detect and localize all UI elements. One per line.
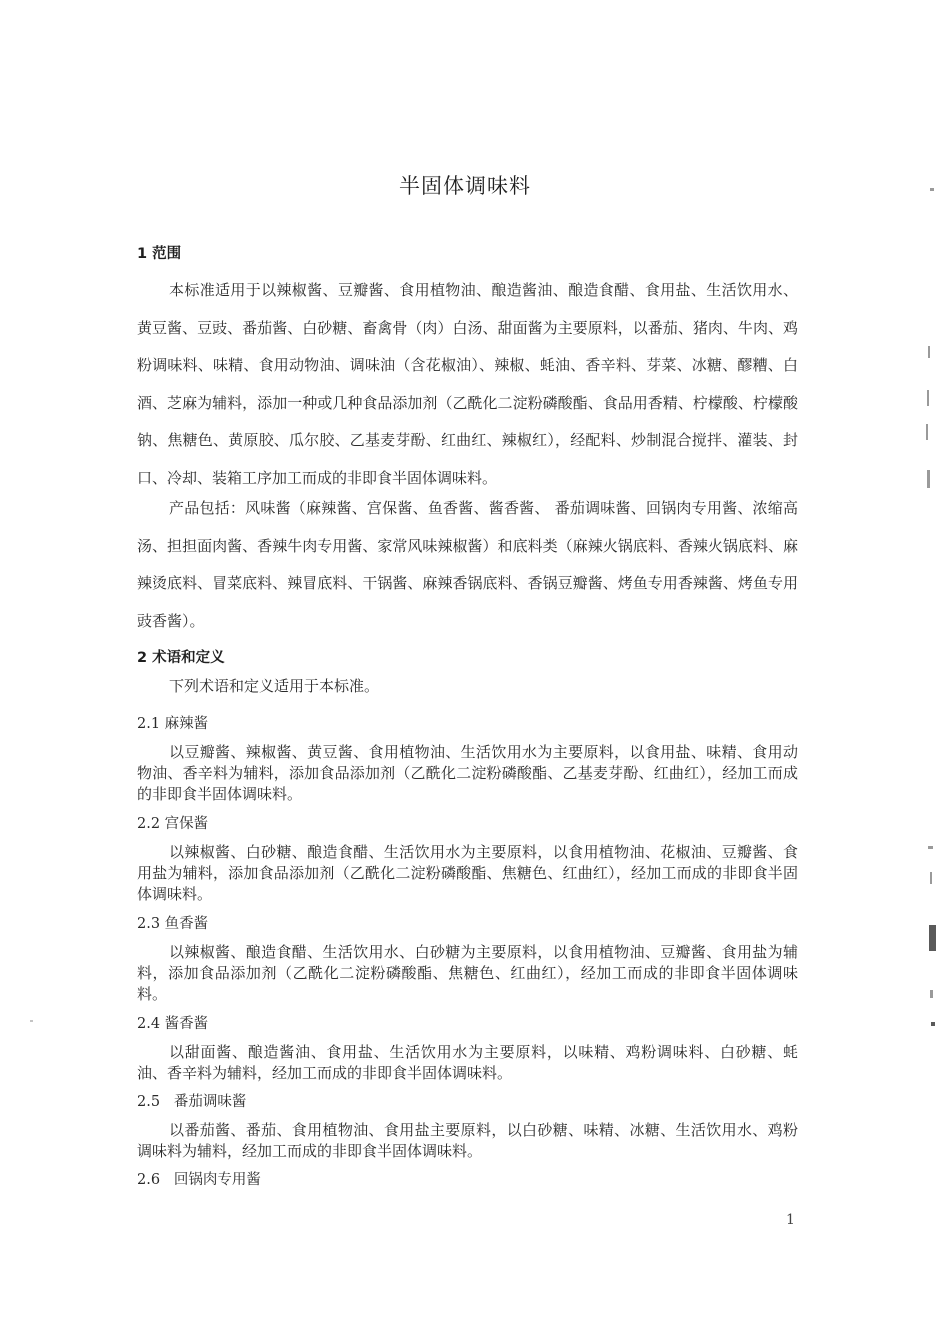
scope-paragraph: 本标准适用于以辣椒酱、豆瓣酱、食用植物油、酿造酱油、酿造食醋、食用盐、生活饮用水、黄豆酱、豆豉、番茄酱、白砂糖、畜禽骨（肉）白汤、甜面酱为主要原料，以番茄、猪肉、牛肉、鸡粉调味料、味精、食用动物油、调味油（含花椒油）、辣椒、蚝油、香辛料、芽菜、冰糖、醪糟、白酒、芝麻为辅料，添加一种或几种食品添加剂（乙酰化二淀粉磷酸酯、食品用香精、柠檬酸、柠檬酸钠、焦糖色、黄原胶、瓜尔胶、乙基麦芽酚、红曲红、辣椒红），经配料、炒制混合搅拌、灌装、封口、冷却、装箱工序加工而成的非即食半固体调味料。 xyxy=(137,281,798,487)
term-definition: 以甜面酱、酿造酱油、食用盐、生活饮用水为主要原料，以味精、鸡粉调味料、白砂糖、蚝油、香辛料为辅料，经加工而成的非即食半固体调味料。 xyxy=(137,1043,798,1082)
scan-mark xyxy=(926,424,928,440)
term-definition: 以辣椒酱、酿造食醋、生活饮用水、白砂糖为主要原料，以食用植物油、豆瓣酱、食用盐为辅料，添加食品添加剂（乙酰化二淀粉磷酸酯、焦糖色、红曲红），经加工而成的非即食半固体调味料。 xyxy=(137,943,798,1003)
term-number: 2.4 xyxy=(137,1016,161,1032)
term-number: 2.5 xyxy=(137,1094,161,1110)
scan-mark xyxy=(930,990,933,998)
term-name: 鱼香酱 xyxy=(164,916,209,932)
page-number: 1 xyxy=(786,1212,795,1228)
term-heading xyxy=(137,812,208,833)
term-number: 2.3 xyxy=(137,916,161,932)
term-number: 2.6 xyxy=(137,1172,161,1188)
term-heading xyxy=(137,1090,246,1111)
scan-mark xyxy=(929,925,936,951)
scan-mark xyxy=(928,346,930,358)
term-number: 2.2 xyxy=(137,816,161,832)
term-name: 麻辣酱 xyxy=(164,716,209,732)
term-name: 番茄调味酱 xyxy=(173,1094,247,1110)
section-heading-scope: 1 范围 xyxy=(137,246,182,262)
scan-mark xyxy=(931,1022,935,1026)
document-title: 半固体调味料 xyxy=(399,174,531,198)
scan-mark xyxy=(927,390,929,406)
scan-mark xyxy=(930,188,934,191)
term-name: 酱香酱 xyxy=(164,1016,209,1032)
term-heading xyxy=(137,712,208,733)
scan-mark xyxy=(30,1020,33,1022)
term-definition: 以番茄酱、番茄、食用植物油、食用盐主要原料，以白砂糖、味精、冰糖、生活饮用水、鸡粉调味料为辅料，经加工而成的非即食半固体调味料。 xyxy=(137,1121,798,1160)
terms-intro: 下列术语和定义适用于本标准。 xyxy=(169,677,380,695)
section-heading-terms: 2 术语和定义 xyxy=(137,650,225,666)
term-name: 回锅肉专用酱 xyxy=(173,1172,261,1188)
term-heading xyxy=(137,1012,208,1033)
scan-mark xyxy=(930,872,932,884)
term-heading xyxy=(137,912,208,933)
term-heading xyxy=(137,1168,261,1189)
scan-mark xyxy=(927,470,930,488)
products-paragraph: 产品包括：风味酱（麻辣酱、宫保酱、鱼香酱、酱香酱、 番茄调味酱、回锅肉专用酱、浓缩高汤、担担面肉酱、香辣牛肉专用酱、家常风味辣椒酱）和底料类（麻辣火锅底料、香辣火锅底料、麻辣烫底料、冒菜底料、辣冒底料、干锅酱、麻辣香锅底料、香锅豆瓣酱、烤鱼专用香辣酱、烤鱼专用豉香酱）。 xyxy=(137,499,798,630)
term-definition: 以豆瓣酱、辣椒酱、黄豆酱、食用植物油、生活饮用水为主要原料，以食用盐、味精、食用动物油、香辛料为辅料，添加食品添加剂（乙酰化二淀粉磷酸酯、乙基麦芽酚、红曲红），经加工而成的非即食半固体调味料。 xyxy=(137,743,798,803)
term-number: 2.1 xyxy=(137,716,161,732)
term-name: 宫保酱 xyxy=(164,816,209,832)
scan-mark xyxy=(928,846,933,849)
term-definition: 以辣椒酱、白砂糖、酿造食醋、生活饮用水为主要原料，以食用植物油、花椒油、豆瓣酱、食用盐为辅料，添加食品添加剂（乙酰化二淀粉磷酸酯、焦糖色、红曲红），经加工而成的非即食半固体调味料。 xyxy=(137,843,798,903)
